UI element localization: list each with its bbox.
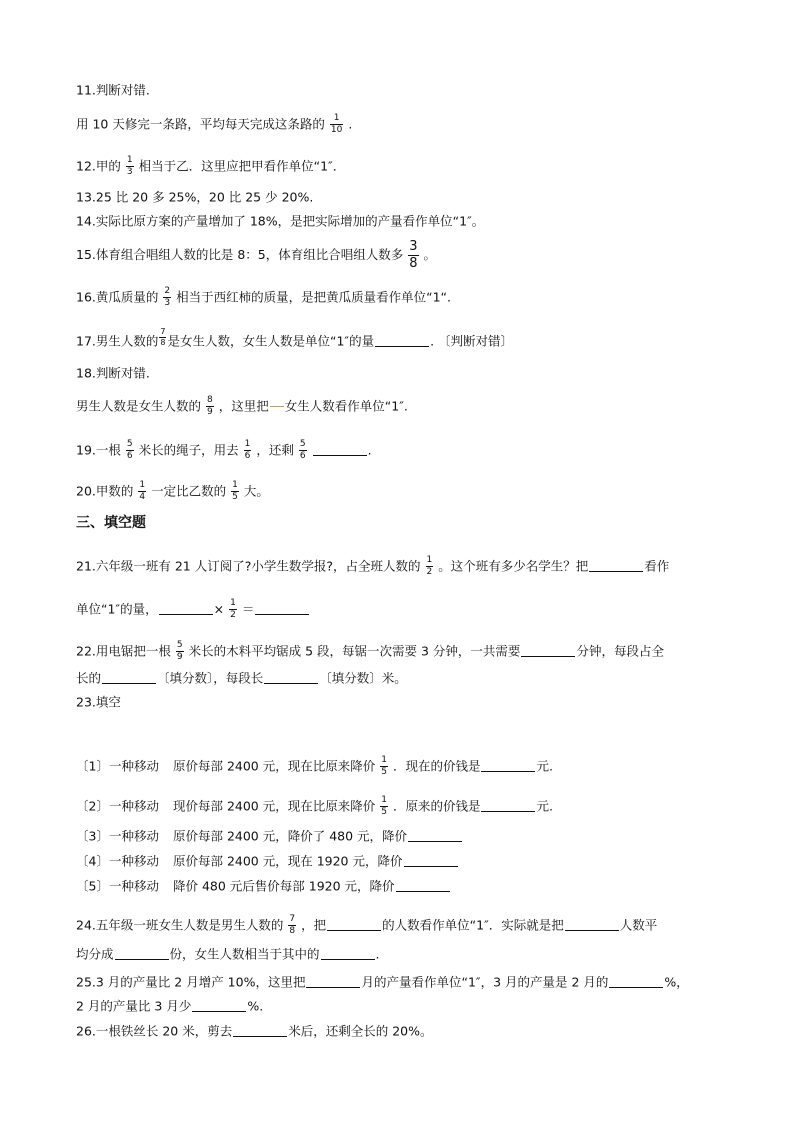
q21-frac-num: 1 <box>426 555 433 565</box>
q19-answer-blank[interactable] <box>313 445 367 456</box>
q23-item2-frac-num: 1 <box>381 795 387 805</box>
q20-fraction-2 <box>231 481 239 503</box>
q18-title-text: 18.判断对错. <box>76 365 150 381</box>
q19-fraction-3 <box>299 440 307 462</box>
q24-text-c: 的人数看作单位“1″．实际就是把 <box>382 917 564 933</box>
q19-text-c: ，还剩 <box>256 442 294 458</box>
q23-item1-label: 〔1〕一种移动 <box>76 758 159 774</box>
q23-item3-text-a: 原价每部 2400 元，降价了 480 元，降价 <box>172 828 408 844</box>
section-3-heading <box>76 516 146 530</box>
q17-text-a: 17.男生人数的 <box>76 333 159 349</box>
q24-line-1 <box>76 915 657 937</box>
q22-blank-1[interactable] <box>521 646 575 657</box>
q17-text-b: 是女生人数，女生人数是单位“1″的量 <box>167 333 375 349</box>
q11-statement <box>76 114 352 136</box>
q23-item1-frac-den: 5 <box>381 767 387 778</box>
q23-item2-blank[interactable] <box>481 801 535 812</box>
q19-frac2-den: 6 <box>244 451 251 462</box>
q13-statement <box>76 191 313 204</box>
q20-text-c: 大。 <box>243 483 269 499</box>
q24-text-b: ，把 <box>301 917 327 933</box>
q24-text-d: 人数平 <box>619 917 658 933</box>
q21-fraction <box>426 556 434 578</box>
q24-line2-b: 份，女生人数相当于其中的 <box>169 946 320 962</box>
q23-title-text: 23.填空 <box>76 694 121 710</box>
q24-frac-num: 7 <box>289 914 296 924</box>
q23-item1-text-a: 原价每部 2400 元，现在比原来降价 <box>172 758 376 774</box>
q18-frac-den: 9 <box>207 407 213 418</box>
q25-text-a: 25.3 月的产量比 2 月增产 10%，这里把 <box>76 974 306 990</box>
q19-statement <box>76 440 372 462</box>
q22-line-2 <box>76 672 407 685</box>
q21-blank-1[interactable] <box>589 561 643 572</box>
q26-statement <box>76 1025 433 1038</box>
q23-item5-label: 〔5〕一种移动 <box>76 878 159 894</box>
q23-item2-text-a: 现价每部 2400 元，现在比原来降价 <box>172 798 376 814</box>
q12-text-b: 相当于乙．这里应把甲看作单位“1″． <box>138 158 346 174</box>
q11-title <box>76 84 150 97</box>
q18-statement <box>76 396 408 418</box>
q11-text-b: . <box>348 116 353 132</box>
q24-blank-3[interactable] <box>115 949 169 960</box>
q20-text-b: 一定比乙数的 <box>151 483 227 499</box>
q18-title <box>76 367 150 380</box>
q21-line-2 <box>76 599 310 621</box>
q24-blank-4[interactable] <box>321 949 375 960</box>
q22-blank-2[interactable] <box>102 673 156 684</box>
q23-item4-text-a: 原价每部 2400 元，现在 1920 元，降价 <box>172 853 403 869</box>
q23-item2-text-b: ．原来的价钱是 <box>392 798 481 814</box>
q24-blank-1[interactable] <box>327 920 381 931</box>
q20-fraction-1 <box>138 481 146 503</box>
q17-fraction <box>159 328 166 348</box>
q21-fraction-2 <box>229 599 237 621</box>
q25-line2-b: %. <box>247 998 264 1014</box>
q12-text-a: 12.甲的 <box>76 158 121 174</box>
q12-fraction <box>126 156 134 178</box>
q22-line2-b: 〔填分数〕，每段长 <box>157 670 264 686</box>
q25-text-c: %， <box>664 974 689 990</box>
q23-item-5 <box>76 880 451 893</box>
q19-frac1-den: 6 <box>126 451 133 462</box>
q13-text: 13.25 比 20 多 25%，20 比 25 少 20%. <box>76 189 314 205</box>
q21-line2-b: × <box>213 601 225 617</box>
q23-item5-blank[interactable] <box>396 881 450 892</box>
q19-fraction-2 <box>244 440 252 462</box>
q23-item1-blank[interactable] <box>481 761 535 772</box>
q23-item-2 <box>76 796 553 818</box>
q20-statement <box>76 481 269 503</box>
q17-text-c: . 〔判断对错〕 <box>430 333 514 349</box>
q24-blank-2[interactable] <box>565 920 619 931</box>
q16-text-a: 16.黄瓜质量的 <box>76 289 159 305</box>
q21-blank-3[interactable] <box>255 604 309 615</box>
q22-line-1 <box>76 641 664 663</box>
q18-fraction <box>206 396 214 418</box>
q24-line-2 <box>76 948 380 961</box>
q25-blank-1[interactable] <box>306 977 360 988</box>
q25-line-2 <box>76 1000 263 1013</box>
q24-text-a: 24.五年级一班女生人数是男生人数的 <box>76 917 284 933</box>
q12-statement <box>76 156 345 178</box>
section-3-title: 三、填空题 <box>76 515 146 531</box>
q14-text: 14.实际比原方案的产量增加了 18%，是把实际增加的产量看作单位“1″。 <box>76 213 485 229</box>
q17-frac-den: 8 <box>160 338 166 348</box>
q23-item2-label: 〔2〕一种移动 <box>76 798 159 814</box>
q16-frac-num: 2 <box>164 286 171 296</box>
q21-text-c: 看作 <box>644 558 670 574</box>
q17-frac-num: 7 <box>160 327 166 336</box>
q23-item-1 <box>76 756 553 778</box>
q15-frac-den: 8 <box>409 255 418 271</box>
q20-text-a: 20.甲数的 <box>76 483 134 499</box>
q12-frac-den: 3 <box>126 167 133 178</box>
q11-title-text: 11.判断对错. <box>76 82 150 98</box>
q21-frac-den: 2 <box>426 567 433 578</box>
q19-fraction-1 <box>126 440 134 462</box>
q12-frac-num: 1 <box>126 155 133 165</box>
q23-item1-frac-num: 1 <box>381 755 387 765</box>
q19-text-d: . <box>367 442 372 458</box>
q11-frac-num: 1 <box>333 113 340 123</box>
q22-text-a: 22.用电锯把一根 <box>76 643 171 659</box>
q23-item-3 <box>76 830 463 843</box>
q18-text-a: 男生人数是女生人数的 <box>76 398 202 414</box>
q16-fraction <box>163 287 171 309</box>
q15-frac-num: 3 <box>409 239 418 254</box>
q11-text-a: 用 10 天修完一条路，平均每天完成这条路的 <box>76 116 325 132</box>
q23-item4-blank[interactable] <box>404 856 458 867</box>
q11-frac-den: 10 <box>330 125 343 136</box>
q15-fraction <box>408 240 418 270</box>
q23-item2-fraction <box>380 796 388 818</box>
q23-item1-text-c: 元. <box>536 758 553 774</box>
q21-line2-c: ＝ <box>241 601 255 617</box>
q23-item5-text-a: 降价 480 元后售价每部 1920 元，降价 <box>172 878 395 894</box>
q22-frac-num: 5 <box>176 640 183 650</box>
q22-fraction <box>176 641 184 663</box>
q24-frac-den: 8 <box>289 926 296 937</box>
q15-text-b: 。 <box>423 246 437 262</box>
q25-line-1 <box>76 976 689 989</box>
q20-frac1-den: 4 <box>139 492 146 503</box>
q11-fraction <box>330 114 343 136</box>
q22-frac-den: 9 <box>176 652 183 663</box>
q18-frac-num: 8 <box>207 395 213 405</box>
q26-text-b: 米后，还剩全长的 20%。 <box>288 1023 433 1039</box>
q25-text-b: 月的产量看作单位“1″，3 月的产量是 2 月的 <box>361 974 609 990</box>
q20-frac2-num: 1 <box>232 480 238 490</box>
q24-line2-a: 均分成 <box>76 946 114 962</box>
q19-frac3-num: 5 <box>299 439 306 449</box>
q25-blank-3[interactable] <box>192 1001 246 1012</box>
q16-text-b: 相当于西红柿的质量，是把黄瓜质量看作单位“1“. <box>176 289 452 305</box>
q22-blank-3[interactable] <box>264 673 318 684</box>
q19-text-a: 19.一根 <box>76 442 121 458</box>
q19-frac2-num: 1 <box>244 439 251 449</box>
q21-line2-a: 单位“1″的量， <box>76 601 158 617</box>
q21-text-a: 21.六年级一班有 21 人订阅了?小学生数学报?，占全班人数的 <box>76 558 421 574</box>
q18-text-b: ，这里把 <box>218 398 269 414</box>
q19-frac3-den: 6 <box>299 451 306 462</box>
q17-answer-blank[interactable] <box>375 336 429 347</box>
q21-blank-2[interactable] <box>159 604 213 615</box>
q20-frac1-num: 1 <box>139 480 146 490</box>
q21-frac2-num: 1 <box>230 598 236 608</box>
q14-statement <box>76 215 484 228</box>
q18-text-c: 女生人数看作单位“1″. <box>284 398 408 414</box>
q23-title <box>76 696 121 709</box>
q23-item1-fraction <box>380 756 388 778</box>
q25-line2-a: 2 月的产量比 3 月少 <box>76 998 192 1014</box>
q23-item2-frac-den: 5 <box>381 807 387 818</box>
q15-text-a: 15.体育组合唱组人数的比是 8：5，体育组比合唱组人数多 <box>76 246 404 262</box>
q21-line-1 <box>76 556 669 578</box>
q16-frac-den: 3 <box>164 298 171 309</box>
q22-line2-a: 长的 <box>76 670 102 686</box>
q22-text-c: 分钟，每段占全 <box>576 643 664 659</box>
q23-item3-blank[interactable] <box>408 831 462 842</box>
q26-text-a: 26.一根铁丝长 20 米，剪去 <box>76 1023 233 1039</box>
q24-fraction <box>288 915 296 937</box>
q22-text-b: 米长的木料平均锯成 5 段，每锯一次需要 3 分钟，一共需要 <box>188 643 521 659</box>
q23-item4-label: 〔4〕一种移动 <box>76 853 159 869</box>
q21-frac2-den: 2 <box>230 610 236 621</box>
q22-line2-c: 〔填分数〕米。 <box>319 670 407 686</box>
q17-statement <box>76 327 514 352</box>
q19-text-b: 米长的绳子，用去 <box>138 442 239 458</box>
q18-strikethrough-mark <box>270 406 284 408</box>
q20-frac2-den: 5 <box>232 492 238 503</box>
q23-item3-label: 〔3〕一种移动 <box>76 828 159 844</box>
q23-item1-text-b: ．现在的价钱是 <box>392 758 481 774</box>
q16-statement <box>76 287 451 309</box>
q26-blank[interactable] <box>233 1026 287 1037</box>
q15-statement <box>76 240 436 270</box>
q25-blank-2[interactable] <box>609 977 663 988</box>
q21-text-b: 。这个班有多少名学生？把 <box>438 558 589 574</box>
q23-item-4 <box>76 855 459 868</box>
q24-line2-c: . <box>375 946 380 962</box>
q19-frac1-num: 5 <box>126 439 133 449</box>
q23-item2-text-c: 元. <box>536 798 553 814</box>
